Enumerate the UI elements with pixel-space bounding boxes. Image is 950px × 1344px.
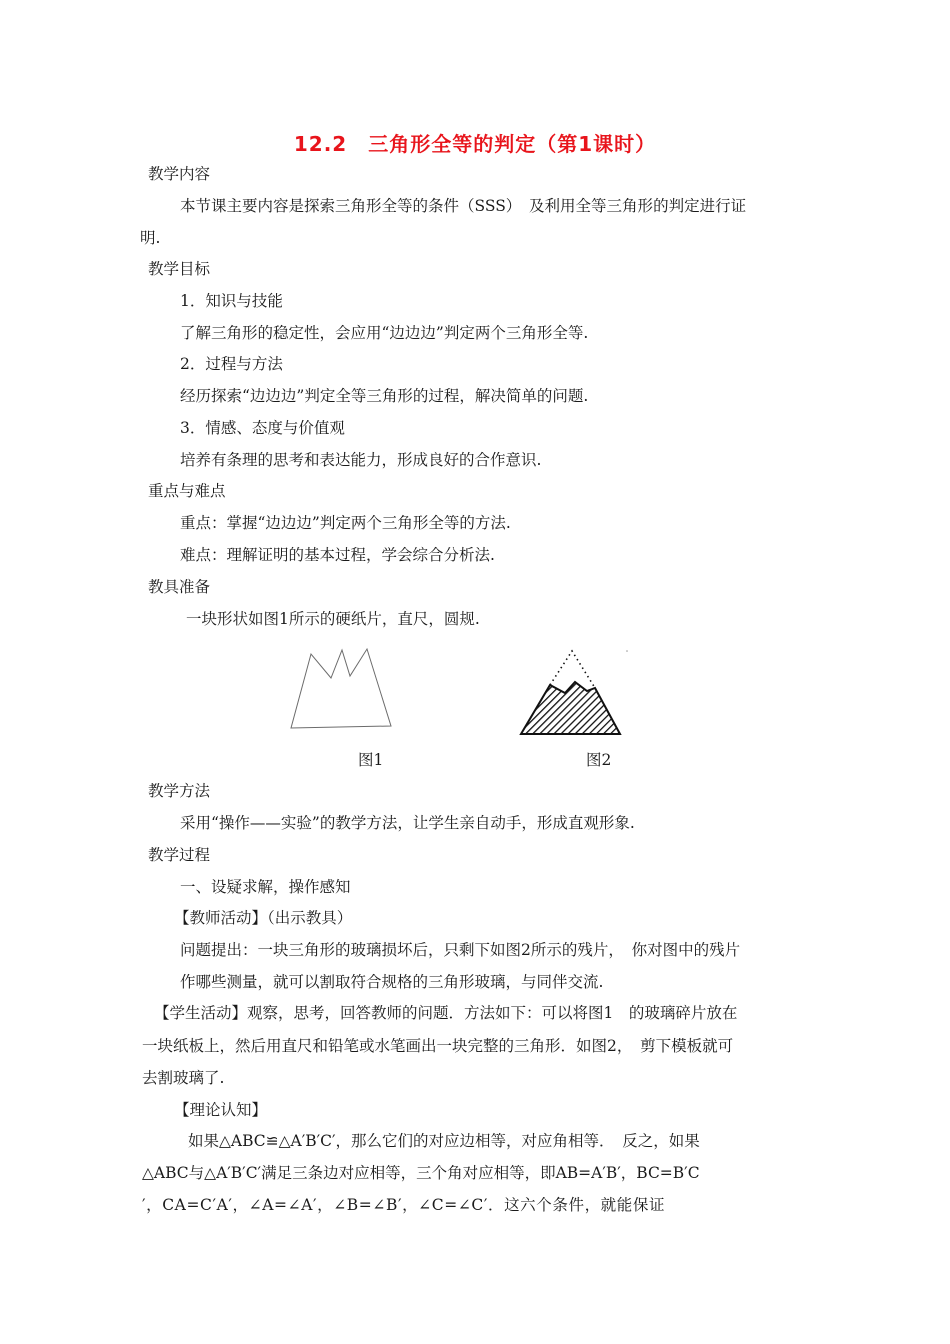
question-line-2: 作哪些测量，就可以割取符合规格的三角形玻璃，与同伴交流.: [180, 973, 604, 991]
figure-2-mark: [626, 650, 628, 652]
figure-1-cardboard-shape: [291, 649, 391, 728]
theory-line-3: ′，CA=C′A′，∠A=∠A′，∠B=∠B′，∠C=∠C′．这六个条件，就能保证: [142, 1196, 666, 1214]
goal-3-text: 培养有条理的思考和表达能力，形成良好的合作意识.: [180, 451, 542, 469]
goal-2-text: 经历探索“边边边”判定全等三角形的过程，解决简单的问题.: [180, 387, 589, 405]
section-heading-key-points: 重点与难点: [148, 482, 226, 500]
process-step-1: 一、设疑求解，操作感知: [180, 878, 351, 896]
section-heading-method: 教学方法: [148, 782, 211, 800]
content-paragraph-line-1: 本节课主要内容是探索三角形全等的条件（SSS） 及利用全等三角形的判定进行证: [180, 197, 747, 215]
question-line-1: 问题提出：一块三角形的玻璃损坏后，只剩下如图2所示的残片， 你对图中的残片: [180, 941, 741, 959]
theory-heading: 【理论认知】: [174, 1101, 268, 1119]
content-paragraph-line-2: 明.: [140, 229, 161, 247]
page-title: 12.2 三角形全等的判定（第1课时）: [293, 132, 657, 156]
figure-2-glass-remnant: [521, 682, 620, 734]
section-heading-goals: 教学目标: [148, 260, 211, 278]
figure-1-caption: 图1: [358, 751, 384, 769]
teacher-activity-label: 【教师活动】（出示教具）: [174, 909, 353, 927]
student-activity-line-3: 去割玻璃了.: [142, 1069, 225, 1087]
section-heading-content: 教学内容: [148, 165, 211, 183]
key-point-text: 重点：掌握“边边边”判定两个三角形全等的方法.: [180, 514, 511, 532]
goal-3-title: 3．情感、态度与价值观: [180, 419, 345, 437]
method-text: 采用“操作——实验”的教学方法，让学生亲自动手，形成直观形象.: [180, 814, 635, 832]
difficult-point-text: 难点：理解证明的基本过程，学会综合分析法.: [180, 546, 495, 564]
figure-2-dotted-completion: [550, 651, 595, 688]
section-heading-process: 教学过程: [148, 846, 211, 864]
student-activity-line-2: 一块纸板上，然后用直尺和铅笔或水笔画出一块完整的三角形．如图2， 剪下模板就可: [142, 1037, 734, 1055]
student-activity-line-1: 【学生活动】观察，思考，回答教师的问题．方法如下：可以将图1 的玻璃碎片放在: [154, 1004, 738, 1022]
tools-text: 一块形状如图1所示的硬纸片，直尺，圆规.: [186, 610, 480, 628]
goal-1-text: 了解三角形的稳定性，会应用“边边边”判定两个三角形全等.: [180, 324, 589, 342]
section-heading-tools: 教具准备: [148, 578, 211, 596]
figure-2-caption: 图2: [586, 751, 612, 769]
goal-2-title: 2．过程与方法: [180, 355, 283, 373]
theory-line-2: △ABC与△A′B′C′满足三条边对应相等，三个角对应相等，即AB=A′B′，BC=B′C: [142, 1164, 700, 1182]
theory-line-1: 如果△ABC≌△A′B′C′，那么它们的对应边相等，对应角相等． 反之，如果: [188, 1132, 700, 1150]
goal-1-title: 1．知识与技能: [180, 292, 283, 310]
